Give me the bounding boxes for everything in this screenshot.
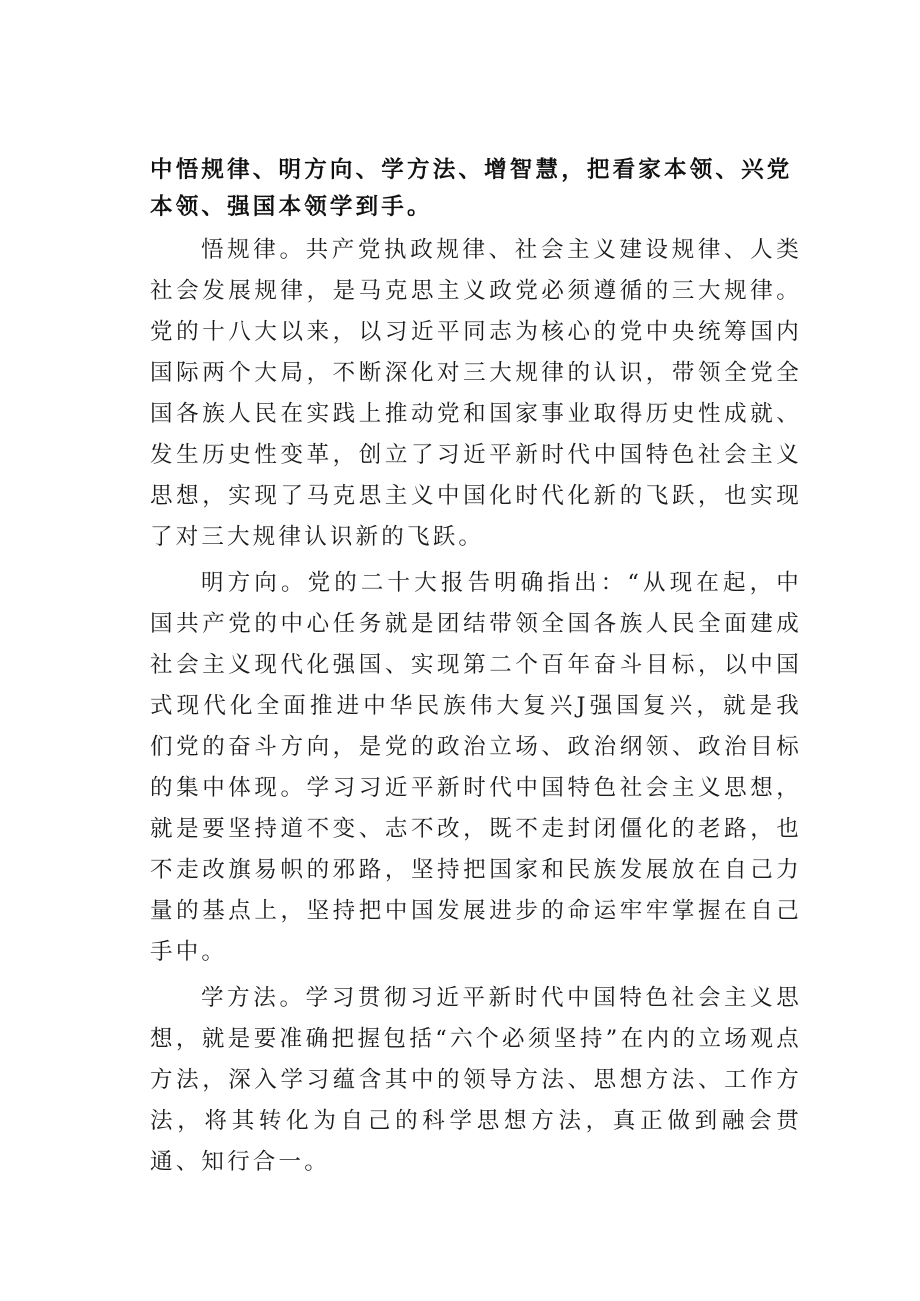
paragraph-learn-methods: 学方法。学习贯彻习近平新时代中国特色社会主义思想，就是要准确把握包括“六个必须坚持”在内的立场观点方法，深入学习蕴含其中的领导方法、思想方法、工作方法，将其转化为自己的科学思想方法，真正做到融会贯通、知行合一。: [150, 985, 802, 1175]
paragraph-clarify-direction: 明方向。党的二十大报告明确指出：“从现在起，中国共产党的中心任务就是团结带领全国各族人民全面建成社会主义现代化强国、实现第二个百年奋斗目标，以中国式现代化全面推进中华民族伟大复兴J强国复兴，就是我们党的奋斗方向，是党的政治立场、政治纲领、政治目标的集中体现。学习习近平新时代中国特色社会主义思想，就是要坚持道不变、志不改，既不走封闭僵化的老路，也不走改旗易帜的邪路，坚持把国家和民族发展放在自己力量的基点上，坚持把中国发展进步的命运牢牢掌握在自己手中。: [150, 570, 802, 965]
document-body: [150, 152, 802, 1183]
paragraph-understand-laws: 悟规律。共产党执政规律、社会主义建设规律、人类社会发展规律，是马克思主义政党必须遵循的三大规律。党的十八大以来，以习近平同志为核心的党中央统筹国内国际两个大局，不断深化对三大规律的认识，带领全党全国各族人民在实践上推动党和国家事业取得历史性成就、发生历史性变革，创立了习近平新时代中国特色社会主义思想，实现了马克思主义中国化时代化新的飞跃，也实现了对三大规律认识新的飞跃。: [150, 237, 802, 550]
lead-paragraph: 中悟规律、明方向、学方法、增智慧，把看家本领、兴党本领、强国本领学到手。: [150, 157, 793, 220]
